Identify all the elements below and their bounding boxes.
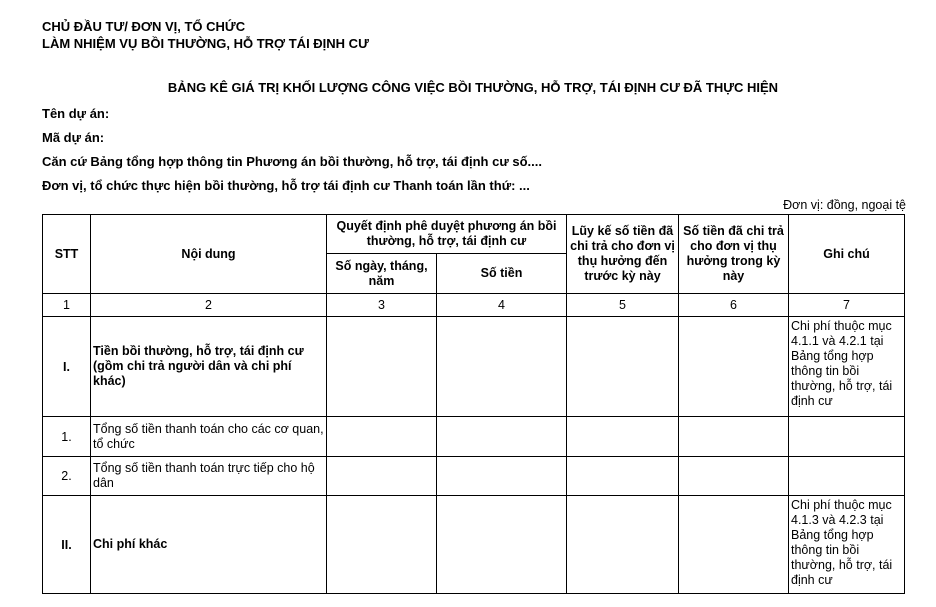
row-cumulative-cell [567,496,679,594]
row-stt: II. [43,496,91,594]
org-line-2: LÀM NHIỆM VỤ BỒI THƯỜNG, HỖ TRỢ TÁI ĐỊNH CƯ [42,36,369,51]
row-amount-cell [437,457,567,496]
row-stt: I. [43,317,91,417]
row-paid-cell [679,317,789,417]
row-cumulative-cell [567,317,679,417]
table-row [43,457,905,496]
header-date: Số ngày, tháng, năm [327,254,437,294]
table-row [43,417,905,457]
row-content: Tiền bồi thường, hỗ trợ, tái định cư (gồm chi trả người dân và chi phí khác) [91,317,327,417]
row-cumulative-cell [567,417,679,457]
project-name-label: Tên dự án: [42,106,110,121]
table-row [43,317,905,417]
basis-line: Căn cứ Bảng tổng hợp thông tin Phương án bồi thường, hỗ trợ, tái định cư số.... [42,154,542,169]
row-content: Tổng số tiền thanh toán cho các cơ quan, tổ chức [91,417,327,457]
column-number: 3 [327,294,437,317]
unit-label: Đơn vị: đồng, ngoại tệ [783,198,906,212]
column-number: 1 [43,294,91,317]
row-cumulative-cell [567,457,679,496]
row-amount-cell [437,317,567,417]
row-paid-cell [679,417,789,457]
row-amount-cell [437,417,567,457]
header-decision: Quyết định phê duyệt phương án bồi thường, hỗ trợ, tái định cư [327,215,567,254]
table-row [43,496,905,594]
org-line-1: CHỦ ĐẦU TƯ/ ĐƠN VỊ, TỔ CHỨC [42,19,246,34]
row-date-cell [327,317,437,417]
row-amount-cell [437,496,567,594]
row-content: Tổng số tiền thanh toán trực tiếp cho hộ dân [91,457,327,496]
row-note: Chi phí thuộc mục 4.1.3 và 4.2.3 tại Bảng tổng hợp thông tin bồi thường, hỗ trợ, tái định cư [789,496,905,594]
header-paid: Số tiền đã chi trả cho đơn vị thụ hưởng trong kỳ này [679,215,789,294]
row-date-cell [327,457,437,496]
organization-header [42,18,369,52]
column-number: 5 [567,294,679,317]
row-stt: 2. [43,457,91,496]
document-title: BẢNG KÊ GIÁ TRỊ KHỐI LƯỢNG CÔNG VIỆC BỒI THƯỜNG, HỖ TRỢ, TÁI ĐỊNH CƯ ĐÃ THỰC HIỆN [167,80,779,95]
header-amount: Số tiền [437,254,567,294]
row-note [789,457,905,496]
row-content: Chi phí khác [91,496,327,594]
row-date-cell [327,417,437,457]
header-content: Nội dung [91,215,327,294]
project-code-label: Mã dự án: [42,130,105,145]
column-number: 2 [91,294,327,317]
row-paid-cell [679,457,789,496]
column-number: 6 [679,294,789,317]
header-cumulative: Lũy kế số tiền đã chi trả cho đơn vị thụ hưởng đến trước kỳ này [567,215,679,294]
header-note: Ghi chú [789,215,905,294]
row-note [789,417,905,457]
column-number-row [43,294,905,317]
row-paid-cell [679,496,789,594]
statement-table [42,214,905,594]
header-stt: STT [43,215,91,294]
column-number: 7 [789,294,905,317]
payment-line: Đơn vị, tổ chức thực hiện bồi thường, hỗ trợ tái định cư Thanh toán lần thứ: ... [42,178,530,193]
row-stt: 1. [43,417,91,457]
row-date-cell [327,496,437,594]
row-note: Chi phí thuộc mục 4.1.1 và 4.2.1 tại Bảng tổng hợp thông tin bồi thường, hỗ trợ, tái định cư [789,317,905,417]
column-number: 4 [437,294,567,317]
